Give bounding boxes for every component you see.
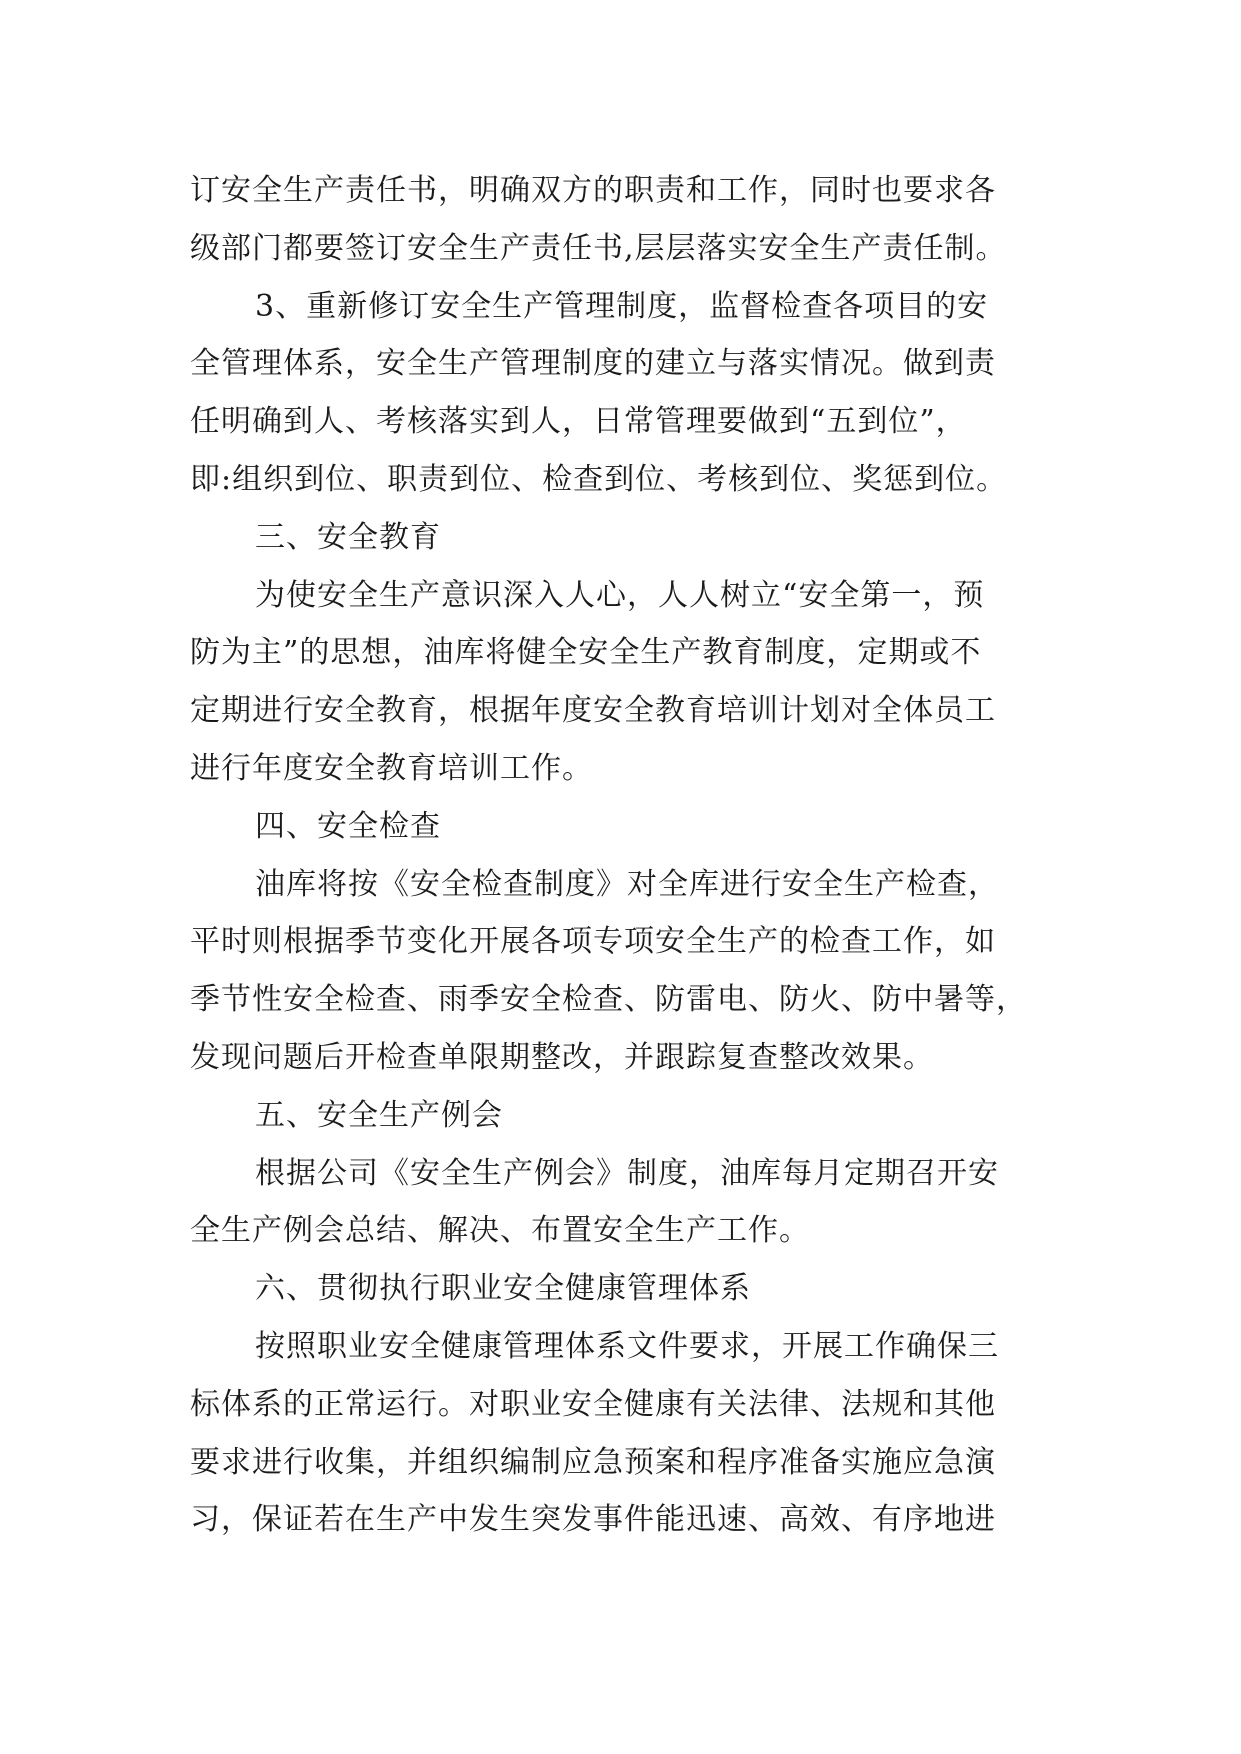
- body-line: 平时则根据季节变化开展各项专项安全生产的检查工作，如: [190, 924, 996, 960]
- body-line: 定期进行安全教育，根据年度安全教育培训计划对全体员工: [190, 693, 996, 729]
- body-line: 根据公司《安全生产例会》制度，油库每月定期召开安: [255, 1155, 999, 1191]
- document-body: [190, 162, 1090, 1549]
- body-line: 订安全生产责任书，明确双方的职责和工作，同时也要求各: [190, 173, 996, 208]
- body-line: 进行年度安全教育培训工作。: [190, 750, 593, 786]
- body-line: 标体系的正常运行。对职业安全健康有关法律、法规和其他: [190, 1386, 996, 1422]
- section-heading: 五、安全生产例会: [255, 1097, 503, 1133]
- body-line: 3、重新修订安全生产管理制度，监督检查各项目的安: [255, 288, 989, 324]
- body-line: 季节性安全检查、雨季安全检查、防雷电、防火、防中暑等，: [190, 982, 1027, 1018]
- section-heading: 三、安全教育: [255, 519, 441, 555]
- body-line: 即:组织到位、职责到位、检查到位、考核到位、奖惩到位。: [190, 461, 1008, 497]
- body-line: 级部门都要签订安全生产责任书,层层落实安全生产责任制。: [190, 230, 1007, 266]
- body-line: 发现问题后开检查单限期整改，并跟踪复查整改效果。: [190, 1039, 934, 1075]
- section-heading: 六、贯彻执行职业安全健康管理体系: [255, 1271, 751, 1307]
- body-line: 为使安全生产意识深入人心，人人树立“安全第一，预: [255, 577, 985, 613]
- body-line: 要求进行收集，并组织编制应急预案和程序准备实施应急演: [190, 1444, 996, 1480]
- body-line: 按照职业安全健康管理体系文件要求，开展工作确保三: [255, 1328, 999, 1364]
- body-line: 油库将按《安全检查制度》对全库进行安全生产检查，: [255, 866, 999, 902]
- section-heading: 四、安全检查: [255, 808, 441, 844]
- body-line: 全生产例会总结、解决、布置安全生产工作。: [190, 1213, 810, 1249]
- body-line: 全管理体系，安全生产管理制度的建立与落实情况。做到责: [190, 346, 996, 382]
- body-line: 防为主”的思想，油库将健全安全生产教育制度，定期或不: [190, 635, 982, 671]
- body-line: 习，保证若在生产中发生突发事件能迅速、高效、有序地进: [190, 1502, 996, 1538]
- body-line: 任明确到人、考核落实到人，日常管理要做到“五到位”，: [190, 404, 967, 440]
